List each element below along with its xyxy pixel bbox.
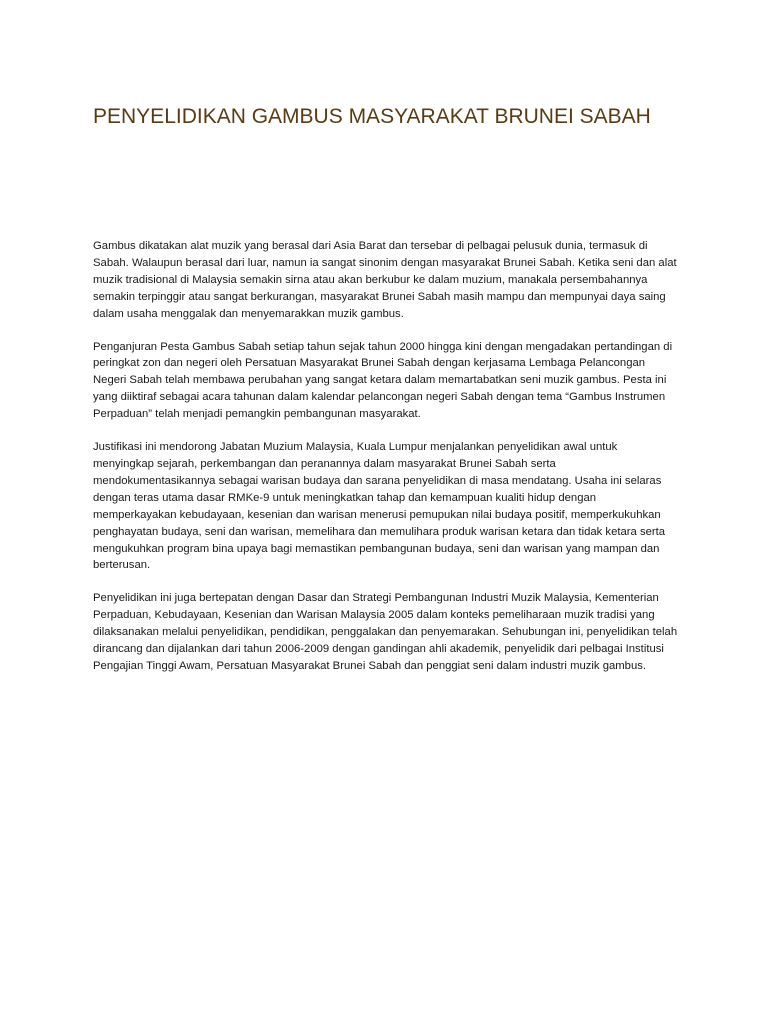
paragraph-2: Penganjuran Pesta Gambus Sabah setiap tahun sejak tahun 2000 hingga kini dengan mengadakan pertandingan di peringkat zon dan negeri oleh Persatuan Masyarakat Brunei Sabah dengan kerjasama Lembaga Pelancongan Negeri Sabah telah membawa perubahan yang sangat ketara dalam memartabatkan seni muzik gambus. Pesta ini yang diiktiraf sebagai acara tahunan dalam kalendar pelancongan negeri Sabah dengan tema “Gambus Instrumen Perpaduan” telah menjadi pemangkin pembangunan masyarakat.	[93, 340, 673, 421]
document-title: PENYELIDIKAN GAMBUS MASYARAKAT BRUNEI SABAH	[93, 105, 651, 128]
paragraph-4: Penyelidikan ini juga bertepatan dengan Dasar dan Strategi Pembangunan Industri Muzik Malaysia, Kementerian Perpaduan, Kebudayaan, Kesenian dan Warisan Malaysia 2005 dalam konteks pemeliharaan muzik tradisi yang dilaksanakan melalui penyelidikan, pendidikan, penggalakan dan penyemarakan. Sehubungan ini, penyelidikan telah dirancang dan dijalankan dari tahun 2006-2009 dengan gandingan ahli akademik, penyelidik dari pelbagai Institusi Pengajian Tinggi Awam, Persatuan Masyarakat Brunei Sabah dan penggiat seni dalam industri muzik gambus.	[93, 592, 678, 672]
paragraph-3: Justifikasi ini mendorong Jabatan Muzium Malaysia, Kuala Lumpur menjalankan penyelidikan awal untuk menyingkap sejarah, perkembangan dan peranannya dalam masyarakat Brunei Sabah serta mendokumentasikannya sebagai warisan budaya dan sarana penyelidikan di masa mendatang. Usaha ini selaras dengan teras utama dasar RMKe-9 untuk meningkatkan tahap dan kemampuan kualiti hidup dengan memperkayakan kebudayaan, kesenian dan warisan menerusi pemupukan nilai budaya positif, memperkukuhkan penghayatan budaya, seni dan warisan, memelihara dan memulihara produk warisan ketara dan tidak ketara serta mengukuhkan program bina upaya bagi memastikan pembangunan budaya, seni dan warisan yang mampan dan berterusan.	[93, 441, 666, 572]
paragraph-1: Gambus dikatakan alat muzik yang berasal dari Asia Barat dan tersebar di pelbagai pelusuk dunia, termasuk di Sabah. Walaupun berasal dari luar, namun ia sangat sinonim dengan masyarakat Brunei Sabah. Ketika seni dan alat muzik tradisional di Malaysia semakin sirna atau akan berkubur ke dalam muzium, manakala persembahannya semakin terpinggir atau sangat berkurangan, masyarakat Brunei Sabah masih mampu dan mempunyai daya saing dalam usaha menggalak dan menyemarakkan muzik gambus.	[93, 240, 677, 320]
document-body	[93, 238, 681, 691]
